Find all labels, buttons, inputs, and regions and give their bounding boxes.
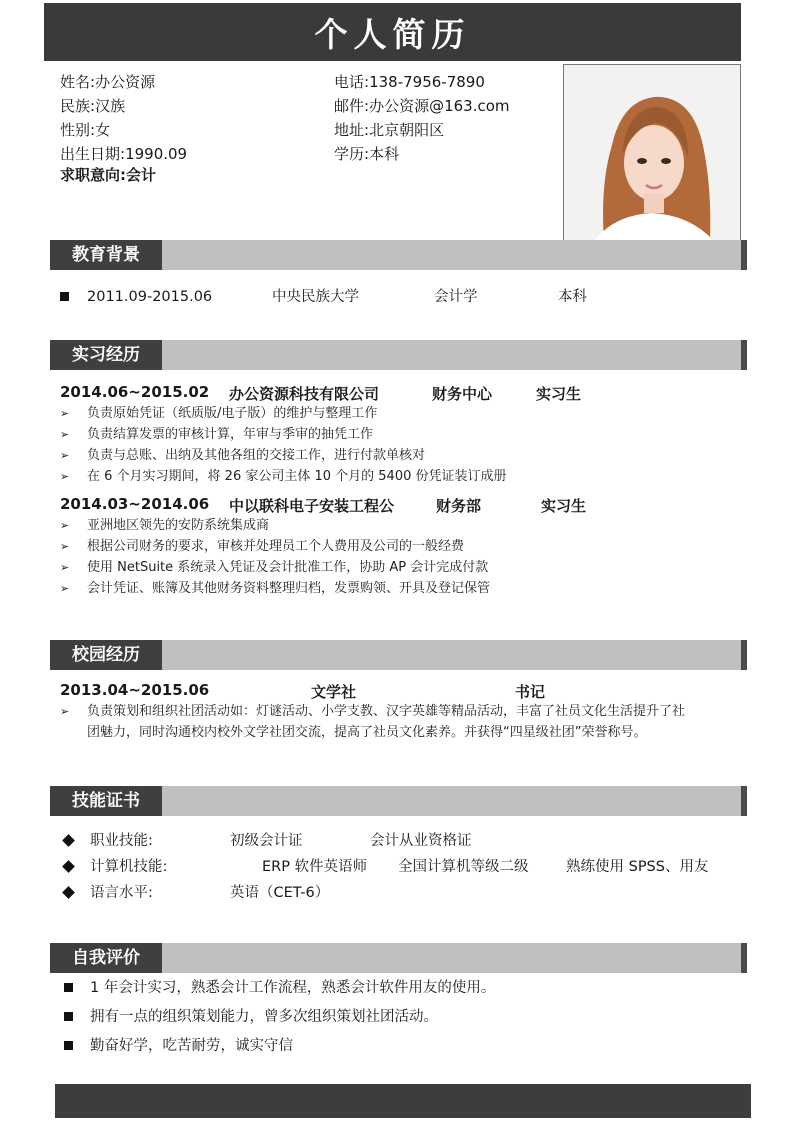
job1-period: 2014.06~2015.02: [60, 383, 210, 401]
section-education-title: 教育背景: [50, 240, 162, 270]
square-bullet-icon: [60, 292, 69, 301]
info-address: [334, 118, 444, 142]
ethnic-label: 民族:: [60, 97, 96, 115]
campus-org: 文学社: [311, 683, 357, 701]
name-value: 办公资源: [95, 73, 156, 91]
job1-dept: 财务中心: [432, 385, 493, 403]
list-item: ➢ 根据公司财务的要求，审核并处理员工个人费用及公司的一般经费: [60, 537, 464, 557]
birth-label: 出生日期:: [60, 145, 126, 163]
arrow-bullet-icon: ➢: [60, 540, 70, 553]
footer-bar: [55, 1084, 751, 1118]
list-item: ➢ 使用 NetSuite 系统录入凭证及会计批准工作，协助 AP 会计完成付款: [60, 558, 488, 578]
list-item: ➢ 在 6 个月实习期间，将 26 家公司主体 10 个月的 5400 份凭证装订成册: [60, 467, 507, 487]
arrow-bullet-icon: ➢: [60, 519, 70, 532]
objective-label: 求职意向:: [60, 166, 126, 184]
degree-value: 本科: [369, 145, 400, 163]
skill-value: 初级会计证: [230, 833, 303, 849]
square-bullet-icon: [64, 983, 73, 992]
education-row: [60, 287, 69, 307]
section-self-eval: [50, 943, 747, 973]
info-email: [334, 94, 510, 118]
email-value: 办公资源@163.com: [369, 97, 510, 115]
name-label: 姓名:: [60, 73, 96, 91]
objective-value: 会计: [126, 166, 157, 184]
skill-label: 职业技能:: [90, 833, 153, 849]
job2-dept: 财务部: [436, 497, 482, 515]
arrow-bullet-icon: ➢: [60, 449, 70, 462]
self-eval-item: 拥有一点的组织策划能力，曾多次组织策划社团活动。: [90, 1009, 438, 1025]
job1-role: 实习生: [536, 385, 582, 403]
self-eval-item: 勤奋好学，吃苦耐劳，诚实守信: [90, 1038, 293, 1054]
profile-photo: [563, 64, 741, 242]
education-period: 2011.09-2015.06: [87, 289, 213, 305]
skill-value: 英语（CET-6）: [230, 885, 330, 901]
address-value: 北京朝阳区: [369, 121, 445, 139]
ethnic-value: 汉族: [95, 97, 126, 115]
section-internship-title: 实习经历: [50, 340, 162, 370]
list-item: ➢ 会计凭证、账簿及其他财务资料整理归档，发票购领、开具及登记保管: [60, 579, 490, 599]
education-school: 中央民族大学: [272, 289, 359, 305]
diamond-bullet-icon: [62, 860, 75, 873]
list-item: ➢ 亚洲地区领先的安防系统集成商: [60, 516, 269, 536]
gender-value: 女: [95, 121, 111, 139]
phone-label: 电话:: [334, 73, 370, 91]
list-item: [64, 978, 73, 998]
email-label: 邮件:: [334, 97, 370, 115]
skill-label: 语言水平:: [90, 885, 153, 901]
education-major: 会计学: [434, 289, 478, 305]
arrow-bullet-icon: ➢: [60, 407, 70, 420]
address-label: 地址:: [334, 121, 370, 139]
list-item: [64, 1036, 73, 1056]
job2-role: 实习生: [541, 497, 587, 515]
gender-label: 性别:: [60, 121, 96, 139]
arrow-bullet-icon: ➢: [60, 428, 70, 441]
info-name: [60, 70, 155, 94]
skill-row: [64, 831, 73, 851]
skill-value: 熟练使用 SPSS、用友: [566, 859, 709, 875]
info-gender: [60, 118, 110, 142]
arrow-bullet-icon: ➢: [60, 561, 70, 574]
skill-label: 计算机技能:: [90, 859, 168, 875]
list-item: ➢ 负责与总账、出纳及其他各组的交接工作，进行付款单核对: [60, 446, 425, 466]
square-bullet-icon: [64, 1041, 73, 1050]
page-title: 个人简历: [314, 14, 471, 54]
phone-value: 138-7956-7890: [369, 73, 485, 91]
portrait-illustration: [564, 65, 740, 241]
campus-role: 书记: [515, 683, 546, 701]
list-item: ➢ 负责原始凭证（纸质版/电子版）的维护与整理工作: [60, 404, 377, 424]
section-education: [50, 240, 747, 270]
birth-value: 1990.09: [125, 145, 188, 163]
education-degree: 本科: [558, 289, 587, 305]
degree-label: 学历:: [334, 145, 370, 163]
job2-period: 2014.03~2014.06: [60, 495, 210, 513]
job1-company: 办公资源科技有限公司: [229, 385, 380, 403]
diamond-bullet-icon: [62, 886, 75, 899]
skill-row: [64, 883, 73, 903]
arrow-bullet-icon: ➢: [60, 582, 70, 595]
section-internship: [50, 340, 747, 370]
square-bullet-icon: [64, 1012, 73, 1021]
arrow-bullet-icon: ➢: [60, 705, 70, 718]
section-campus-title: 校园经历: [50, 640, 162, 670]
info-phone: [334, 70, 485, 94]
list-item: ➢ 负责结算发票的审核计算，年审与季审的抽凭工作: [60, 425, 373, 445]
campus-desc-line1: ➢ 负责策划和组织社团活动如：灯谜活动、小学支教、汉字英雄等精品活动，丰富了社员文化生活提升了社: [60, 702, 685, 722]
list-item: [64, 1007, 73, 1027]
skill-value: ERP 软件英语师: [262, 859, 368, 875]
section-self-eval-title: 自我评价: [50, 943, 162, 973]
job2-company: 中以联科电子安装工程公: [229, 497, 395, 515]
info-degree: [334, 142, 399, 166]
arrow-bullet-icon: ➢: [60, 470, 70, 483]
section-skills-title: 技能证书: [50, 786, 162, 816]
self-eval-item: 1 年会计实习，熟悉会计工作流程，熟悉会计软件用友的使用。: [90, 980, 496, 996]
info-objective: [60, 163, 156, 187]
info-ethnic: [60, 94, 125, 118]
campus-period: 2013.04~2015.06: [60, 681, 210, 699]
skill-row: [64, 857, 73, 877]
skill-value: 全国计算机等级二级: [398, 859, 529, 875]
section-skills: [50, 786, 747, 816]
skill-value: 会计从业资格证: [370, 833, 472, 849]
section-campus: [50, 640, 747, 670]
diamond-bullet-icon: [62, 834, 75, 847]
campus-desc-line2: 团魅力，同时沟通校内校外文学社团交流，提高了社员文化素养。并获得“四星级社团”荣誉称号。: [87, 725, 647, 740]
title-bar: [44, 3, 741, 61]
